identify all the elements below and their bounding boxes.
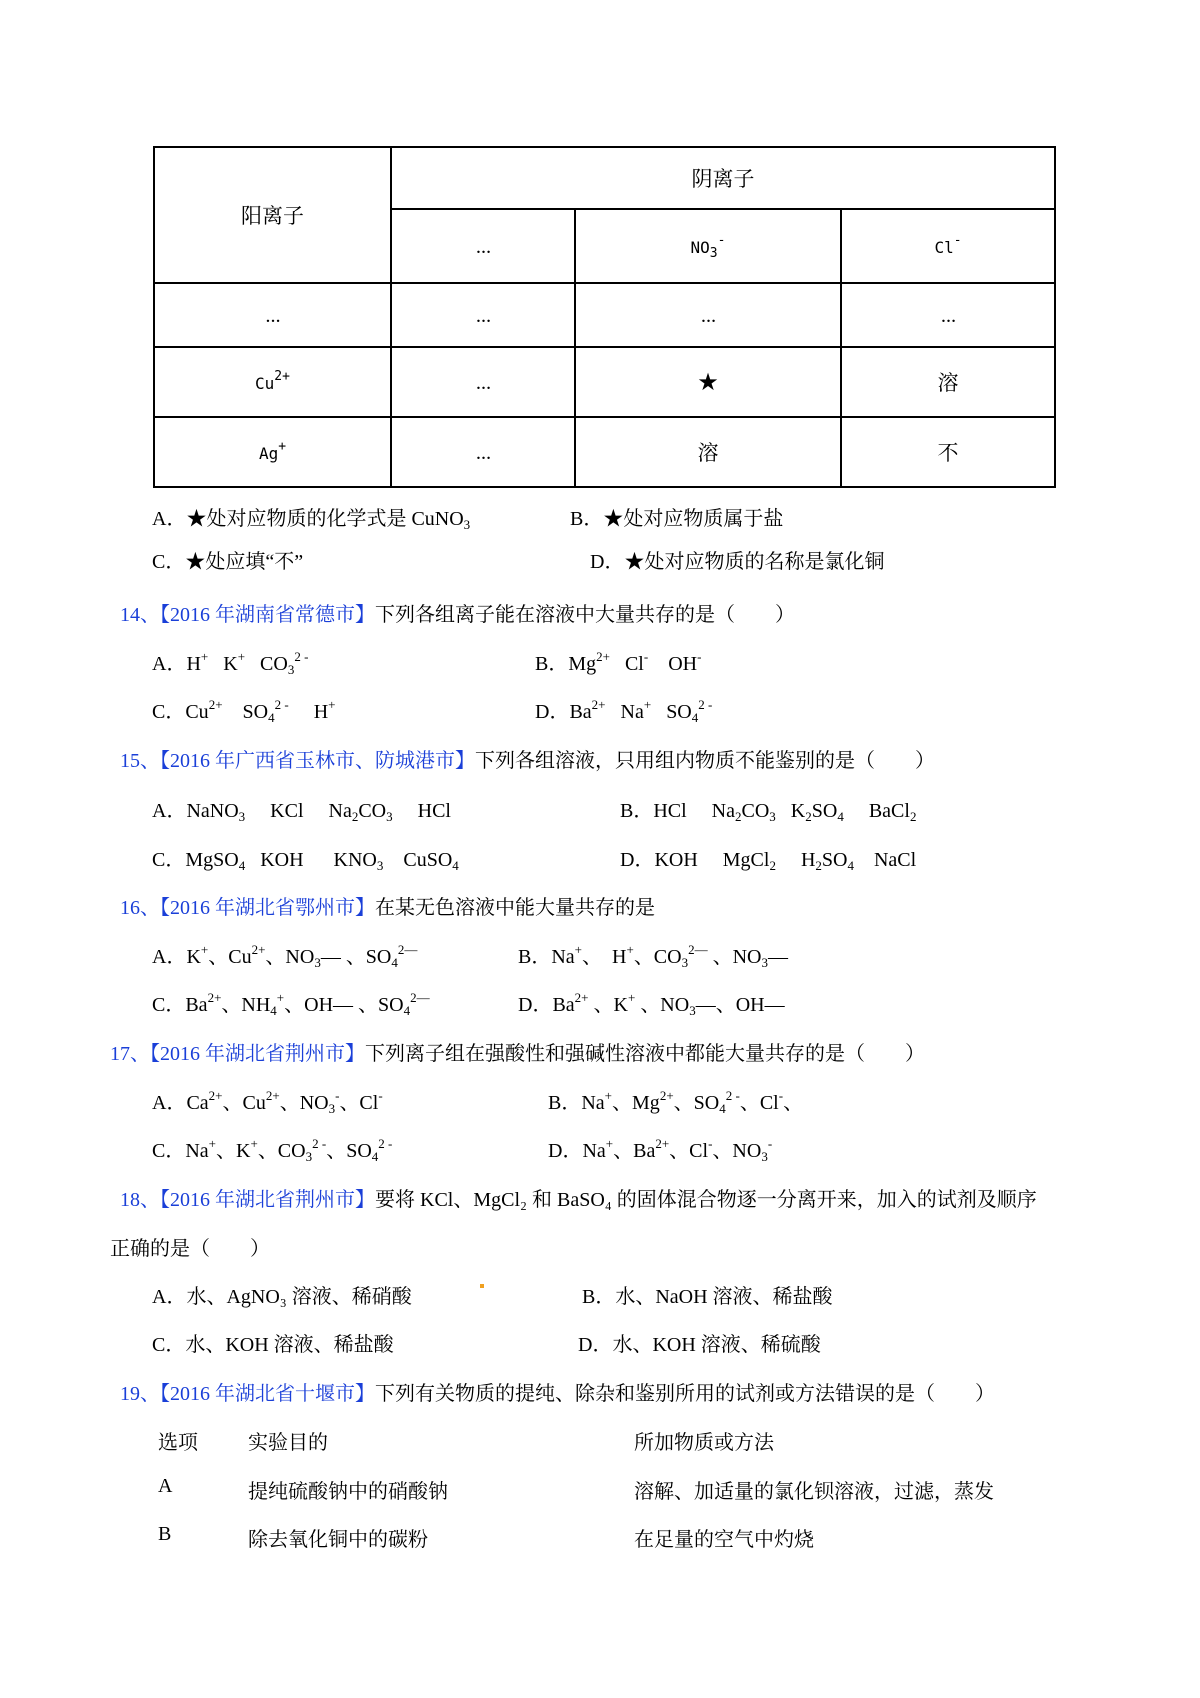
table-cell: … [841, 283, 1055, 347]
cation-cell: … [154, 283, 391, 347]
option-a: A．NaNO$_3$ KCl $Na_2CO_3$ HCl [152, 800, 451, 824]
table-cell: 溶解、加适量的氯化钡溶液，过滤，蒸发 [634, 1481, 994, 1503]
question-14: 14、【2016 年湖南省常德市】下列各组离子能在溶液中大量共存的是（ ） [120, 604, 795, 626]
table-cell: … [391, 347, 575, 417]
table-cell: … [391, 283, 575, 347]
table-cell: 在足量的空气中灼烧 [634, 1529, 814, 1551]
cation-cell: Ag+ [154, 417, 391, 487]
cation-cell: $Cu^{2+}$ [154, 347, 391, 417]
option-a: A．K+、$Cu^{2+}$、$NO_3—$ 、$SO_4^{2—}$ [152, 942, 418, 970]
table-cell: B [158, 1523, 172, 1545]
table-cell: ★ [575, 347, 841, 417]
option-c: C．★处应填“不” [152, 551, 304, 573]
option-d: D．Na+、$Ba^{2+}$、Cl-、$NO_3^-$ [548, 1136, 773, 1164]
question-17: 17、【2016 年湖北省荆州市】下列离子组在强酸性和强碱性溶液中都能大量共存的是（ ） [110, 1043, 925, 1065]
question-15: 15、【2016 年广西省玉林市、防城港市】下列各组溶液，只用组内物质不能鉴别的是（ ） [120, 750, 935, 772]
col-header-method: 所加物质或方法 [634, 1432, 774, 1454]
option-a: A．水、AgNO₃ 溶液、稀硝酸 [152, 1286, 412, 1308]
question-19: 19、【2016 年湖北省十堰市】下列有关物质的提纯、除杂和鉴别所用的试剂或方法错误的是（ ） [120, 1383, 995, 1405]
option-b: B．★处对应物质属于盐 [570, 508, 784, 530]
option-d: D．$Ba^{2+}$ Na+ $SO_4^{2 -}$ [535, 697, 713, 725]
anion-cell: Cl- [841, 209, 1055, 283]
option-d: D．$Ba^{2+}$ 、K+ 、$NO_3—$、OH— [518, 990, 785, 1018]
option-b: B．$Mg^{2+}$ Cl- OH- [535, 649, 702, 675]
table-cell: 溶 [575, 417, 841, 487]
option-b: B．Na+、 H+、$CO_3^{2—}$ 、$NO_3—$ [518, 942, 788, 970]
question-18: 18、【2016 年湖北省荆州市】要将 KCl、MgCl₂ 和 BaSO₄ 的固体混合物逐一分离开来，加入的试剂及顺序 [120, 1189, 1037, 1211]
option-b: B．水、NaOH 溶液、稀盐酸 [582, 1286, 833, 1308]
option-c: C．$Ba^{2+}$、$NH_4^+$、OH— 、$SO_4^{2—}$ [152, 990, 430, 1018]
table-row [154, 283, 1055, 347]
option-c: C．水、KOH 溶液、稀盐酸 [152, 1334, 394, 1356]
option-b: B．Na+、$Mg^{2+}$、$SO_4^{2 -}$、Cl-、 [548, 1088, 804, 1116]
option-c: C．$Cu^{2+}$ $SO_4^{2 -}$ H+ [152, 697, 336, 725]
option-d: D．★处对应物质的名称是氯化铜 [590, 551, 885, 573]
table-cell: 溶 [841, 347, 1055, 417]
table-cell: A [158, 1475, 173, 1497]
option-b: B．HCl $Na_2CO_3$ $K_2SO_4$ BaCl$_2$ [620, 800, 917, 824]
option-a: A．★处对应物质的化学式是 CuNO$_3$ [152, 508, 471, 532]
option-c: C．MgSO$_4$ KOH $KNO_3$ CuSO$_4$ [152, 849, 459, 873]
table-cell: 除去氧化铜中的碳粉 [248, 1529, 428, 1551]
table-cell: 不 [841, 417, 1055, 487]
table-row [154, 417, 1055, 487]
col-header-option: 选项 [158, 1432, 198, 1454]
option-d: D．KOH MgCl$_2$ $H_2SO_4$ NaCl [620, 849, 917, 873]
cation-header: 阳离子 [154, 147, 391, 283]
question-18-continued: 正确的是（ ） [110, 1238, 270, 1260]
table-cell: … [391, 417, 575, 487]
col-header-purpose: 实验目的 [248, 1432, 328, 1454]
table-cell: … [575, 283, 841, 347]
anion-header: 阴离子 [391, 147, 1055, 209]
anion-cell: $NO_3^-$ [575, 209, 841, 283]
option-c: C．Na+、K+、$CO_3^{2 -}$、$SO_4^{2 -}$ [152, 1136, 393, 1164]
option-a: A．$Ca^{2+}$、$Cu^{2+}$、$NO_3^-$、Cl- [152, 1088, 383, 1116]
option-d: D．水、KOH 溶液、稀硫酸 [578, 1334, 821, 1356]
solubility-table [153, 146, 1056, 488]
table-cell: 提纯硫酸钠中的硝酸钠 [248, 1481, 448, 1503]
table-row [154, 347, 1055, 417]
option-a: A．H+ K+ $CO_3^{2 -}$ [152, 649, 309, 677]
stray-mark [480, 1284, 484, 1288]
question-16: 16、【2016 年湖北省鄂州市】在某无色溶液中能大量共存的是 [120, 897, 655, 919]
anion-cell: … [391, 209, 575, 283]
